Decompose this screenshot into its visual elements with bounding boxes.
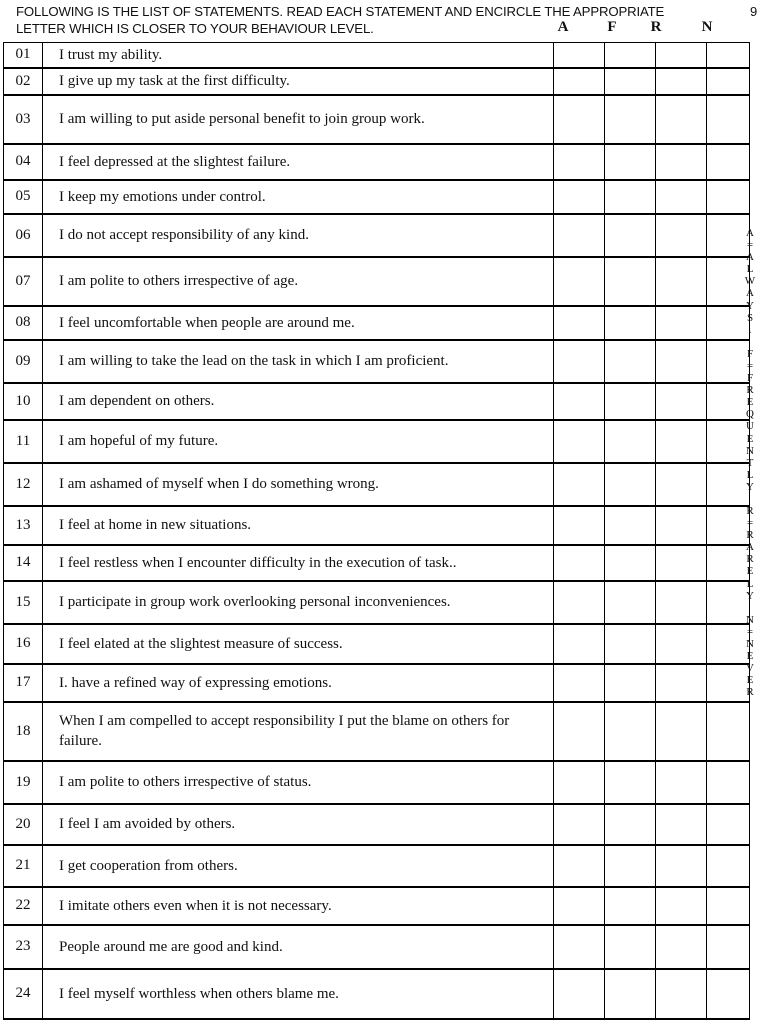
statement-number: 09 <box>4 340 43 383</box>
response-cell-r[interactable] <box>656 581 707 624</box>
table-row <box>4 925 750 969</box>
table-row <box>4 420 750 463</box>
response-cell-r[interactable] <box>656 420 707 463</box>
response-cell-a[interactable] <box>554 624 605 664</box>
response-cell-n[interactable] <box>707 43 750 68</box>
legend-char: Y <box>746 480 754 493</box>
legend-char: T <box>746 456 754 469</box>
instruction-line-1: FOLLOWING IS THE LIST OF STATEMENTS. READ EACH STATEMENT AND ENCIRCLE THE APPROPRIATE <box>16 4 665 19</box>
response-cell-f[interactable] <box>605 702 656 761</box>
response-cell-a[interactable] <box>554 506 605 545</box>
response-cell-r[interactable] <box>656 144 707 180</box>
response-cell-n[interactable] <box>707 68 750 95</box>
table-row <box>4 581 750 624</box>
response-cell-a[interactable] <box>554 545 605 581</box>
table-row <box>4 68 750 95</box>
statement-number: 18 <box>4 702 43 761</box>
response-cell-r[interactable] <box>656 761 707 804</box>
table-row <box>4 624 750 664</box>
legend-char: R <box>746 529 754 542</box>
statement-number: 10 <box>4 383 43 420</box>
statement-text: I am dependent on others. <box>43 383 554 420</box>
statement-text: I am ashamed of myself when I do something wrong. <box>43 463 554 506</box>
response-cell-n[interactable] <box>707 969 750 1019</box>
column-header-a: A <box>557 19 569 35</box>
response-cell-a[interactable] <box>554 144 605 180</box>
response-cell-r[interactable] <box>656 506 707 545</box>
response-cell-r[interactable] <box>656 664 707 702</box>
response-cell-f[interactable] <box>605 43 656 68</box>
statement-text: I feel uncomfortable when people are around me. <box>43 306 554 340</box>
statement-number: 01 <box>4 43 43 68</box>
statement-text: I give up my task at the first difficulty. <box>43 68 554 95</box>
response-cell-n[interactable] <box>707 925 750 969</box>
response-cell-r[interactable] <box>656 68 707 95</box>
statement-text: I. have a refined way of expressing emotions. <box>43 664 554 702</box>
legend-char: L <box>746 577 754 590</box>
table-row <box>4 383 750 420</box>
response-cell-a[interactable] <box>554 887 605 925</box>
statement-number: 24 <box>4 969 43 1019</box>
table-row <box>4 845 750 887</box>
statement-number: 02 <box>4 68 43 95</box>
statement-text: I feel elated at the slightest measure of success. <box>43 624 554 664</box>
response-cell-a[interactable] <box>554 804 605 845</box>
legend-char: U <box>746 420 754 433</box>
statement-text: I feel I am avoided by others. <box>43 804 554 845</box>
statement-text: I do not accept responsibility of any kind. <box>43 214 554 257</box>
legend-char <box>742 493 758 505</box>
response-cell-r[interactable] <box>656 925 707 969</box>
legend-char: A <box>746 227 754 239</box>
response-legend <box>742 227 758 698</box>
statement-number: 22 <box>4 887 43 925</box>
response-cell-a[interactable] <box>554 581 605 624</box>
statement-text: I am willing to put aside personal benefit to join group work. <box>43 95 554 144</box>
legend-char: R <box>746 504 754 517</box>
response-cell-a[interactable] <box>554 214 605 257</box>
response-cell-f[interactable] <box>605 306 656 340</box>
response-cell-f[interactable] <box>605 383 656 420</box>
legend-char: E <box>746 565 754 578</box>
table-row <box>4 180 750 214</box>
statement-text: I keep my emotions under control. <box>43 180 554 214</box>
response-cell-a[interactable] <box>554 68 605 95</box>
statement-number: 20 <box>4 804 43 845</box>
statement-text: I feel at home in new situations. <box>43 506 554 545</box>
response-cell-f[interactable] <box>605 257 656 306</box>
legend-char: E <box>746 396 754 409</box>
response-cell-a[interactable] <box>554 257 605 306</box>
response-cell-f[interactable] <box>605 340 656 383</box>
response-cell-r[interactable] <box>656 969 707 1019</box>
statement-text: I am hopeful of my future. <box>43 420 554 463</box>
table-row <box>4 506 750 545</box>
response-cell-a[interactable] <box>554 845 605 887</box>
response-cell-n[interactable] <box>707 804 750 845</box>
response-cell-n[interactable] <box>707 95 750 144</box>
response-cell-f[interactable] <box>605 545 656 581</box>
response-cell-a[interactable] <box>554 420 605 463</box>
response-cell-f[interactable] <box>605 969 656 1019</box>
response-cell-a[interactable] <box>554 43 605 68</box>
statement-text: I participate in group work overlooking personal inconveniences. <box>43 581 554 624</box>
response-cell-n[interactable] <box>707 761 750 804</box>
legend-char: E <box>746 650 754 662</box>
statement-text: I feel restless when I encounter difficulty in the execution of task.. <box>43 545 554 581</box>
response-cell-a[interactable] <box>554 761 605 804</box>
response-cell-f[interactable] <box>605 664 656 702</box>
table-row <box>4 804 750 845</box>
statement-number: 11 <box>4 420 43 463</box>
legend-char: A <box>746 541 754 554</box>
response-cell-r[interactable] <box>656 383 707 420</box>
legend-char <box>742 336 758 348</box>
response-cell-r[interactable] <box>656 804 707 845</box>
statement-number: 13 <box>4 506 43 545</box>
statement-text: I trust my ability. <box>43 43 554 68</box>
response-cell-f[interactable] <box>605 581 656 624</box>
table-row <box>4 463 750 506</box>
table-row <box>4 144 750 180</box>
response-cell-r[interactable] <box>656 43 707 68</box>
statement-number: 14 <box>4 545 43 581</box>
statement-text: I imitate others even when it is not necessary. <box>43 887 554 925</box>
response-cell-f[interactable] <box>605 180 656 214</box>
response-cell-f[interactable] <box>605 214 656 257</box>
response-cell-r[interactable] <box>656 545 707 581</box>
legend-char: F <box>746 347 754 360</box>
response-cell-n[interactable] <box>707 144 750 180</box>
response-cell-f[interactable] <box>605 925 656 969</box>
table-row <box>4 969 750 1019</box>
legend-char: W <box>744 275 756 288</box>
response-cell-f[interactable] <box>605 761 656 804</box>
response-cell-r[interactable] <box>656 340 707 383</box>
response-cell-n[interactable] <box>707 180 750 214</box>
legend-char: F <box>746 372 754 385</box>
legend-char: A <box>746 287 754 300</box>
response-cell-f[interactable] <box>605 68 656 95</box>
response-cell-a[interactable] <box>554 306 605 340</box>
response-cell-r[interactable] <box>656 845 707 887</box>
response-cell-a[interactable] <box>554 383 605 420</box>
legend-char: S <box>746 311 754 324</box>
response-cell-a[interactable] <box>554 664 605 702</box>
response-cell-f[interactable] <box>605 95 656 144</box>
response-cell-n[interactable] <box>707 845 750 887</box>
response-cell-a[interactable] <box>554 95 605 144</box>
statement-number: 06 <box>4 214 43 257</box>
statement-text: People around me are good and kind. <box>43 925 554 969</box>
legend-char: E <box>746 432 754 445</box>
legend-char: . <box>748 323 752 336</box>
statement-text: I feel depressed at the slightest failure. <box>43 144 554 180</box>
statement-number: 03 <box>4 95 43 144</box>
response-cell-f[interactable] <box>605 845 656 887</box>
table-row <box>4 340 750 383</box>
statement-number: 04 <box>4 144 43 180</box>
response-cell-r[interactable] <box>656 624 707 664</box>
statement-number: 16 <box>4 624 43 664</box>
statement-number: 07 <box>4 257 43 306</box>
response-cell-n[interactable] <box>707 702 750 761</box>
response-cell-r[interactable] <box>656 887 707 925</box>
response-cell-r[interactable] <box>656 257 707 306</box>
statement-number: 21 <box>4 845 43 887</box>
legend-char: R <box>746 384 754 397</box>
instruction-line-2: LETTER WHICH IS CLOSER TO YOUR BEHAVIOUR LEVEL. <box>16 21 374 36</box>
statement-number: 05 <box>4 180 43 214</box>
legend-char <box>742 602 758 614</box>
legend-char: L <box>746 263 754 276</box>
legend-char: N <box>746 637 754 650</box>
statement-number: 19 <box>4 761 43 804</box>
statement-text: I am willing to take the lead on the task in which I am proficient. <box>43 340 554 383</box>
response-cell-a[interactable] <box>554 340 605 383</box>
response-cell-a[interactable] <box>554 925 605 969</box>
table-row <box>4 887 750 925</box>
legend-char: = <box>746 239 754 252</box>
statement-text: I am polite to others irrespective of status. <box>43 761 554 804</box>
legend-char: = <box>746 517 754 530</box>
page-number: 9 <box>750 4 758 19</box>
table-row <box>4 214 750 257</box>
response-cell-f[interactable] <box>605 463 656 506</box>
legend-char: N <box>746 613 754 626</box>
table-row <box>4 664 750 702</box>
table-row <box>4 545 750 581</box>
table-row <box>4 257 750 306</box>
statement-number: 08 <box>4 306 43 340</box>
table-row <box>4 95 750 144</box>
response-cell-r[interactable] <box>656 214 707 257</box>
response-cell-a[interactable] <box>554 180 605 214</box>
legend-char: Q <box>746 408 754 421</box>
column-header-r: R <box>650 19 662 35</box>
legend-char: V <box>746 662 754 675</box>
response-cell-a[interactable] <box>554 702 605 761</box>
legend-char: R <box>746 686 754 699</box>
response-cell-f[interactable] <box>605 144 656 180</box>
table-row <box>4 702 750 761</box>
response-cell-a[interactable] <box>554 463 605 506</box>
legend-char: L <box>746 468 754 481</box>
statement-number: 15 <box>4 581 43 624</box>
statement-text: I get cooperation from others. <box>43 845 554 887</box>
legend-char: = <box>746 625 754 638</box>
statement-number: 23 <box>4 925 43 969</box>
statements-table <box>3 42 750 1020</box>
response-cell-f[interactable] <box>605 506 656 545</box>
legend-char: R <box>746 553 754 566</box>
response-cell-f[interactable] <box>605 804 656 845</box>
table-row <box>4 43 750 68</box>
response-cell-r[interactable] <box>656 702 707 761</box>
response-cell-a[interactable] <box>554 969 605 1019</box>
response-cell-r[interactable] <box>656 180 707 214</box>
response-cell-r[interactable] <box>656 306 707 340</box>
legend-char: N <box>746 444 754 457</box>
legend-char: = <box>746 359 754 372</box>
column-header-f: F <box>607 19 617 35</box>
column-header-n: N <box>701 19 713 35</box>
table-row <box>4 761 750 804</box>
statement-number: 17 <box>4 664 43 702</box>
response-cell-f[interactable] <box>605 624 656 664</box>
response-cell-n[interactable] <box>707 887 750 925</box>
table-row <box>4 306 750 340</box>
response-cell-r[interactable] <box>656 95 707 144</box>
legend-char: Y <box>746 589 754 602</box>
response-cell-f[interactable] <box>605 420 656 463</box>
legend-char: A <box>746 251 754 264</box>
statement-text: When I am compelled to accept responsibility I put the blame on others for failure. <box>43 702 554 761</box>
legend-char: Y <box>746 299 754 312</box>
response-cell-f[interactable] <box>605 887 656 925</box>
statement-text: I feel myself worthless when others blame me. <box>43 969 554 1019</box>
legend-char: E <box>746 674 754 687</box>
response-cell-r[interactable] <box>656 463 707 506</box>
statement-number: 12 <box>4 463 43 506</box>
statement-text: I am polite to others irrespective of age. <box>43 257 554 306</box>
